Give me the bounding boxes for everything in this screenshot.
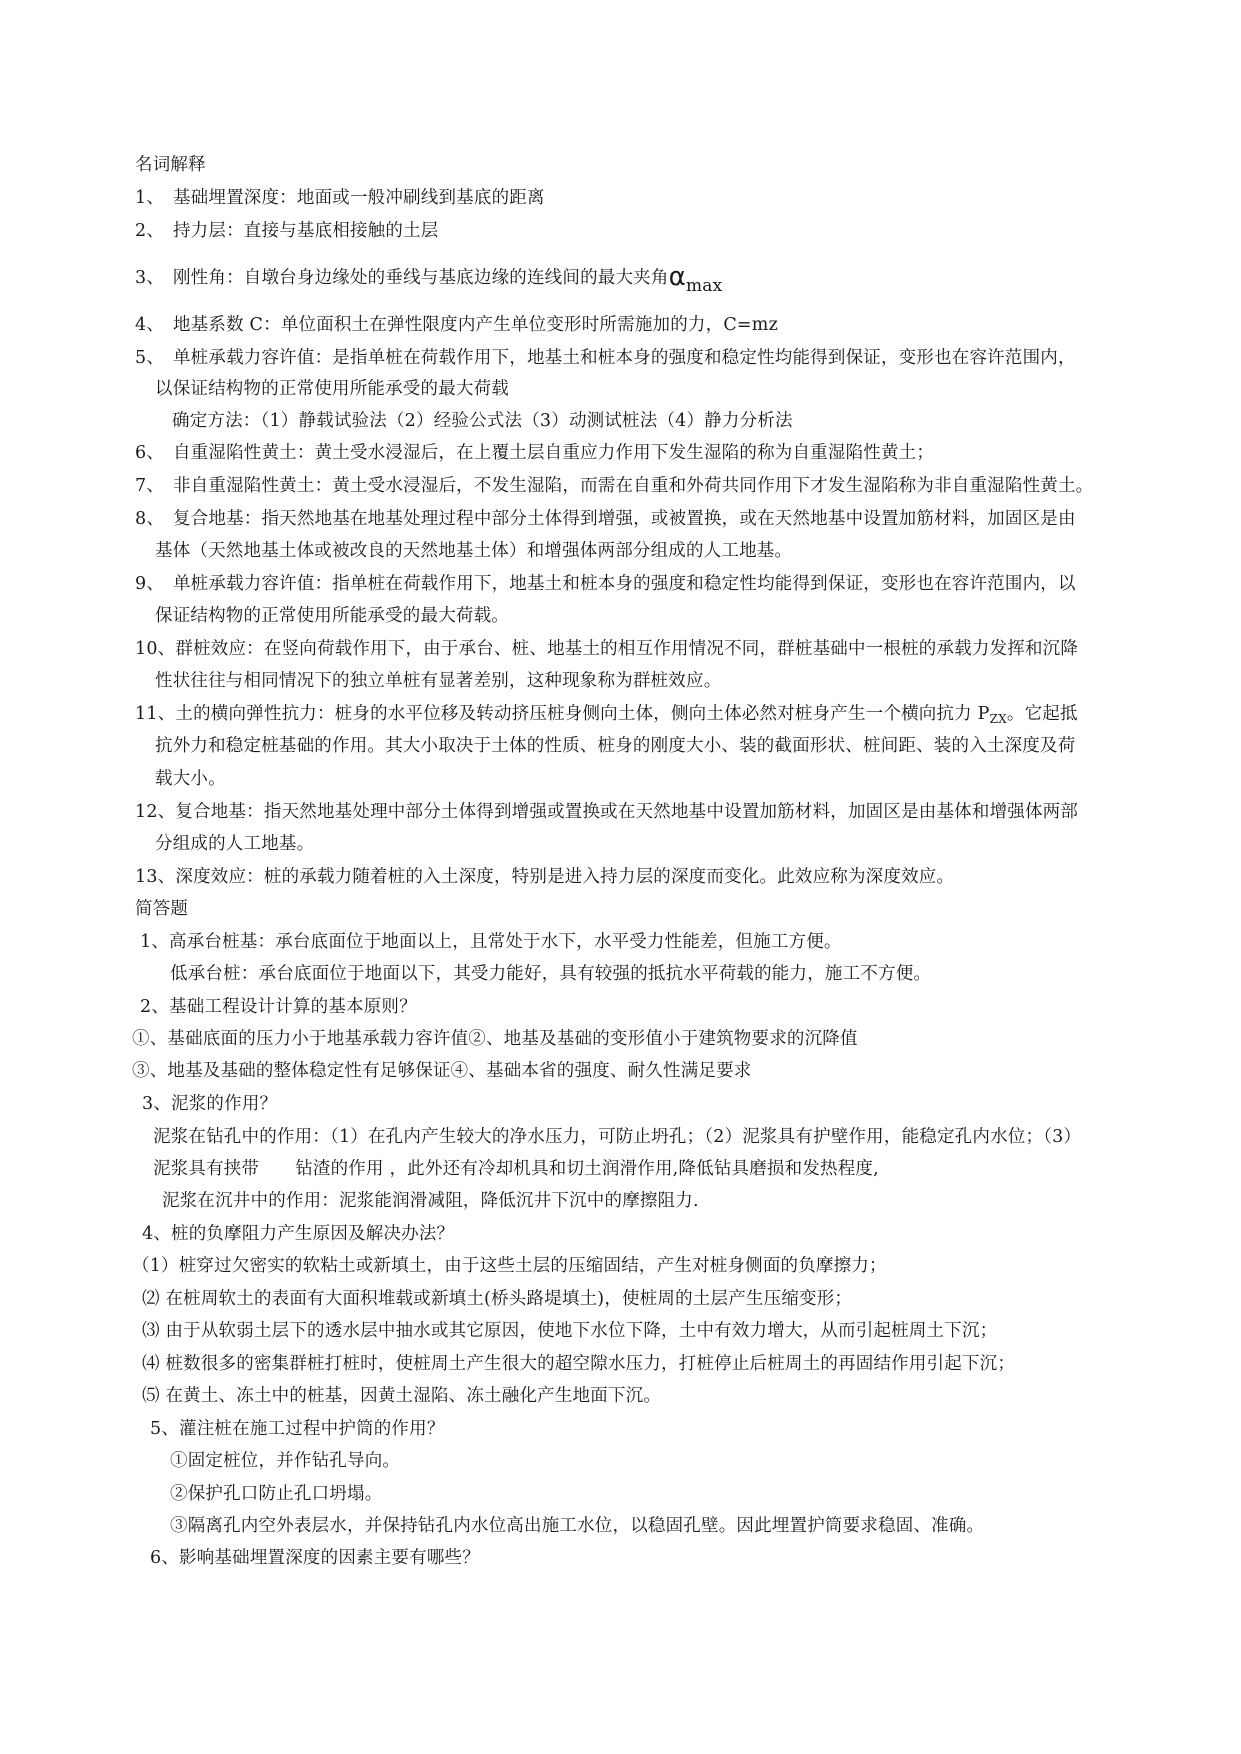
term-10-line-1: 10、群桩效应：在竖向荷载作用下，由于承台、桩、地基土的相互作用情况不同，群桩基础中一根桩的承载力发挥和沉降 — [135, 639, 1079, 659]
question-2: 2、基础工程设计计算的基本原则？ — [140, 997, 417, 1017]
term-6: 6、 自重湿陷性黄土：黄土受水浸湿后，在上覆土层自重应力作用下发生湿陷的称为自重湿陷性黄土； — [135, 443, 935, 463]
alpha-subscript: max — [685, 276, 723, 296]
answer-3-line-2-end: 钻渣的作用 ，此外还有冷却机具和切土润滑作用,降低钻具磨损和发热程度, — [295, 1159, 879, 1179]
term-4: 4、 地基系数 C：单位面积土在弹性限度内产生单位变形时所需施加的力，C=mz — [135, 315, 779, 335]
term-13: 13、深度效应：桩的承载力随着桩的入土深度，特别是进入持力层的深度而变化。此效应称为深度效应。 — [135, 867, 955, 887]
answer-4-item-1: （1）桩穿过欠密实的软粘土或新填土，由于这些土层的压缩固结，产生对桩身侧面的负摩擦力； — [132, 1256, 887, 1276]
answer-5-item-2: ②保护孔口防止孔口坍塌。 — [170, 1484, 383, 1504]
question-4: 4、桩的负摩阻力产生原因及解决办法？ — [142, 1224, 455, 1244]
term-5-line-2: 以保证结构物的正常使用所能承受的最大荷载 — [155, 379, 509, 399]
answer-3-line-1: 泥浆在钻孔中的作用：（1）在孔内产生较大的净水压力，可防止坍孔；（2）泥浆具有护壁作用，能稳定孔内水位；（3） — [153, 1127, 1082, 1147]
heading-terms: 名词解释 — [135, 155, 206, 175]
term-9-line-2: 保证结构物的正常使用所能承受的最大荷载。 — [155, 606, 509, 626]
answer-2-line-2: ③、地基及基础的整体稳定性有足够保证④、基础本省的强度、耐久性满足要求 — [132, 1061, 752, 1081]
question-6: 6、影响基础埋置深度的因素主要有哪些？ — [150, 1548, 480, 1568]
answer-4-item-5: ⑸ 在黄土、冻土中的桩基，因黄土湿陷、冻土融化产生地面下沉。 — [142, 1386, 662, 1406]
answer-4-item-3: ⑶ 由于从软弱土层下的透水层中抽水或其它原因，使地下水位下降，土中有效力增大，从而引起桩周土下沉； — [142, 1321, 998, 1341]
term-8-line-1: 8、 复合地基：指天然地基在地基处理过程中部分土体得到增强，或被置换，或在天然地基中设置加筋材料，加固区是由 — [135, 509, 1076, 529]
question-5: 5、灌注桩在施工过程中护筒的作用？ — [150, 1419, 445, 1439]
term-11-line-1 — [135, 699, 1078, 729]
answer-4-item-2: ⑵ 在桩周软土的表面有大面积堆载或新填土(桥头路堤填土)，使桩周的土层产生压缩变形； — [142, 1289, 853, 1309]
term-5-line-1: 5、 单桩承载力容许值：是指单桩在荷载作用下，地基土和桩本身的强度和稳定性均能得到保证，变形也在容许范围内， — [135, 348, 1076, 368]
term-3-text: 3、 刚性角：自墩台身边缘处的垂线与基底边缘的连线间的最大夹角 — [135, 268, 669, 288]
term-3 — [135, 262, 723, 296]
answer-3-line-2 — [153, 1154, 879, 1184]
answer-3-line-3: 泥浆在沉井中的作用：泥浆能润滑减阻，降低沉井下沉中的摩擦阻力. — [162, 1191, 699, 1211]
answer-1-line-1: 1、高承台桩基：承台底面位于地面以上，且常处于水下，水平受力性能差，但施工方便。 — [140, 932, 842, 952]
alpha-symbol: α — [668, 262, 686, 292]
term-12-line-1: 12、复合地基：指天然地基处理中部分土体得到增强或置换或在天然地基中设置加筋材料，加固区是由基体和增强体两部 — [135, 802, 1079, 822]
term-2: 2、 持力层：直接与基底相接触的土层 — [135, 221, 439, 241]
pzx-subscript: ZX — [989, 712, 1007, 726]
term-9-line-1: 9、 单桩承载力容许值：指单桩在荷载作用下，地基土和桩本身的强度和稳定性均能得到保证，变形也在容许范围内，以 — [135, 574, 1076, 594]
answer-1-line-2: 低承台桩：承台底面位于地面以下，其受力能好，具有较强的抵抗水平荷载的能力，施工不方便。 — [170, 964, 932, 984]
answer-5-item-1: ①固定桩位，并作钻孔导向。 — [170, 1451, 401, 1471]
term-7: 7、 非自重湿陷性黄土：黄土受水浸湿后，不发生湿陷，而需在自重和外荷共同作用下才发生湿陷称为非自重湿陷性黄土。 — [135, 476, 1094, 496]
term-11-line-2: 抗外力和稳定桩基础的作用。其大小取决于土体的性质、桩身的刚度大小、装的截面形状、桩间距、装的入土深度及荷 — [155, 736, 1076, 756]
answer-5-item-3: ③隔离孔内空外表层水，并保持钻孔内水位高出施工水位，以稳固孔壁。因此埋置护筒要求稳固、准确。 — [170, 1516, 985, 1536]
term-1: 1、 基础埋置深度：地面或一般冲刷线到基底的距离 — [135, 188, 545, 208]
heading-short-answer: 简答题 — [135, 899, 189, 919]
term-11-line-3: 载大小。 — [155, 769, 226, 789]
term-8-line-2: 基体（天然地基土体或被改良的天然地基土体）和增强体两部分组成的人工地基。 — [155, 541, 793, 561]
term-11-text: 11、土的横向弹性抗力：桩身的水平位移及转动挤压桩身侧向土体，侧向土体必然对桩身产生一个横向抗力 P — [135, 704, 990, 724]
answer-3-line-2-start: 泥浆具有挟带 — [153, 1159, 260, 1179]
term-5-methods: 确定方法：（1）静载试验法（2）经验公式法（3）动测试桩法（4）静力分析法 — [172, 411, 793, 431]
term-10-line-2: 性状往往与相同情况下的独立单桩有显著差别，这种现象称为群桩效应。 — [155, 671, 722, 691]
answer-2-line-1: ①、基础底面的压力小于地基承载力容许值②、地基及基础的变形值小于建筑物要求的沉降值 — [132, 1029, 858, 1049]
term-11-text-tail: 。它起抵 — [1006, 704, 1078, 724]
answer-4-item-4: ⑷ 桩数很多的密集群桩打桩时，使桩周土产生很大的超空隙水压力，打桩停止后桩周土的再固结作用引起下沉； — [142, 1354, 1016, 1374]
question-3: 3、泥浆的作用？ — [142, 1094, 278, 1114]
term-12-line-2: 分组成的人工地基。 — [155, 834, 315, 854]
